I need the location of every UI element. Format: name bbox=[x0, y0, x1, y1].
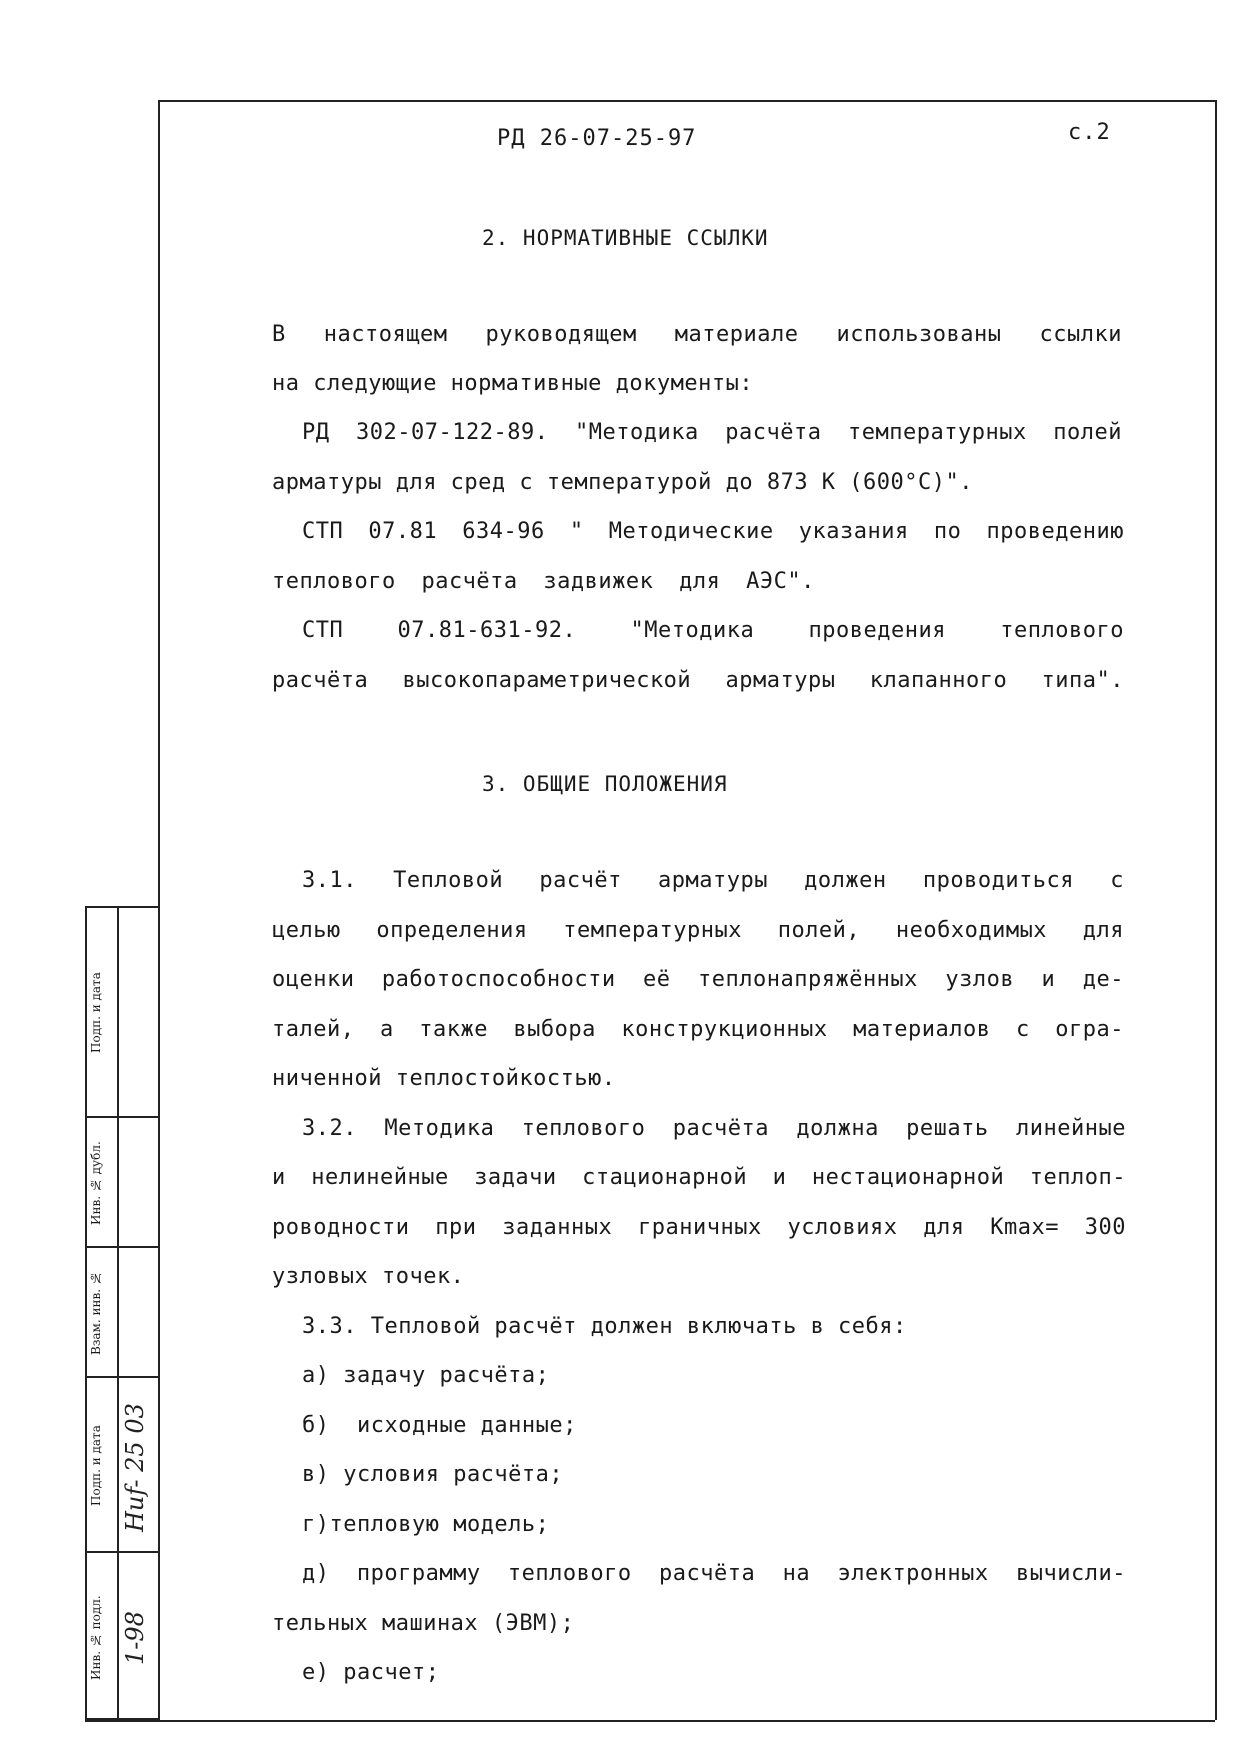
page-frame-left bbox=[158, 100, 160, 1720]
paragraph-line: 3.1. Тепловой расчёт арматуры должен проводиться с bbox=[302, 868, 1124, 893]
stamp-label-sign-date: Подп. и дата bbox=[89, 972, 103, 1054]
list-item: тельных машинах (ЭВМ); bbox=[272, 1611, 575, 1636]
document-code: РД 26-07-25-97 bbox=[497, 126, 697, 151]
section-2-title: 2. НОРМАТИВНЫЕ ССЫЛКИ bbox=[482, 226, 769, 250]
paragraph-line: целью определения температурных полей, необходимых для bbox=[272, 918, 1124, 943]
list-item: д) программу теплового расчёта на электронных вычисли- bbox=[302, 1561, 1126, 1586]
paragraph-line: арматуры для сред с температурой до 873 К (600°С)". bbox=[272, 470, 974, 495]
paragraph-line: и нелинейные задачи стационарной и нестационарной теплоп- bbox=[272, 1165, 1126, 1190]
inventory-stamp bbox=[85, 906, 158, 1720]
list-item: б) исходные данные; bbox=[302, 1413, 577, 1438]
stamp-label-replace-inv: Взам. инв. № bbox=[89, 1271, 103, 1355]
stamp-label-sign-date: Подп. и дата bbox=[89, 1425, 103, 1506]
paragraph-line: СТП 07.81-631-92. "Методика проведения теплового bbox=[302, 618, 1124, 643]
paragraph-line: СТП 07.81 634-96 " Методические указания по проведению bbox=[302, 519, 1124, 544]
paragraph-line: теплового расчёта задвижек для АЭС". bbox=[272, 569, 815, 594]
paragraph-line: 3.2. Методика теплового расчёта должна решать линейные bbox=[302, 1116, 1126, 1141]
paragraph-line: на следующие нормативные документы: bbox=[272, 371, 754, 396]
stamp-label-dup-inv: Инв. № дубл. bbox=[89, 1141, 103, 1225]
page-frame-bottom bbox=[85, 1720, 1215, 1722]
paragraph-line: ниченной теплостойкостью. bbox=[272, 1066, 616, 1091]
paragraph-line: оценки работоспособности её теплонапряжённых узлов и де- bbox=[272, 967, 1124, 992]
paragraph-line: узловых точек. bbox=[272, 1264, 465, 1289]
paragraph-line: В настоящем руководящем материале использованы ссылки bbox=[272, 322, 1122, 347]
paragraph-line: 3.3. Тепловой расчёт должен включать в себя: bbox=[302, 1314, 907, 1339]
list-item: е) расчет; bbox=[302, 1660, 440, 1685]
list-item: г)тепловую модель; bbox=[302, 1512, 550, 1537]
list-item: а) задачу расчёта; bbox=[302, 1363, 550, 1388]
paragraph-line: РД 302-07-122-89. "Методика расчёта температурных полей bbox=[302, 420, 1122, 445]
paragraph-line: расчёта высокопараметрической арматуры клапанного типа". bbox=[272, 668, 1124, 693]
stamp-inv-number: 1-98 bbox=[121, 1611, 149, 1665]
page-frame-top bbox=[158, 100, 1215, 102]
stamp-label-orig-inv: Инв. № подл. bbox=[89, 1595, 103, 1681]
page-number: с.2 bbox=[1068, 120, 1111, 145]
paragraph-line: роводности при заданных граничных условиях для Kmax= 300 bbox=[272, 1215, 1126, 1240]
section-3-title: 3. ОБЩИЕ ПОЛОЖЕНИЯ bbox=[482, 772, 728, 796]
stamp-signature: Huf- 25 03 bbox=[121, 1403, 149, 1533]
page-frame-right bbox=[1215, 100, 1217, 1720]
paragraph-line: талей, а также выбора конструкционных материалов с огра- bbox=[272, 1017, 1124, 1042]
list-item: в) условия расчёта; bbox=[302, 1462, 564, 1487]
